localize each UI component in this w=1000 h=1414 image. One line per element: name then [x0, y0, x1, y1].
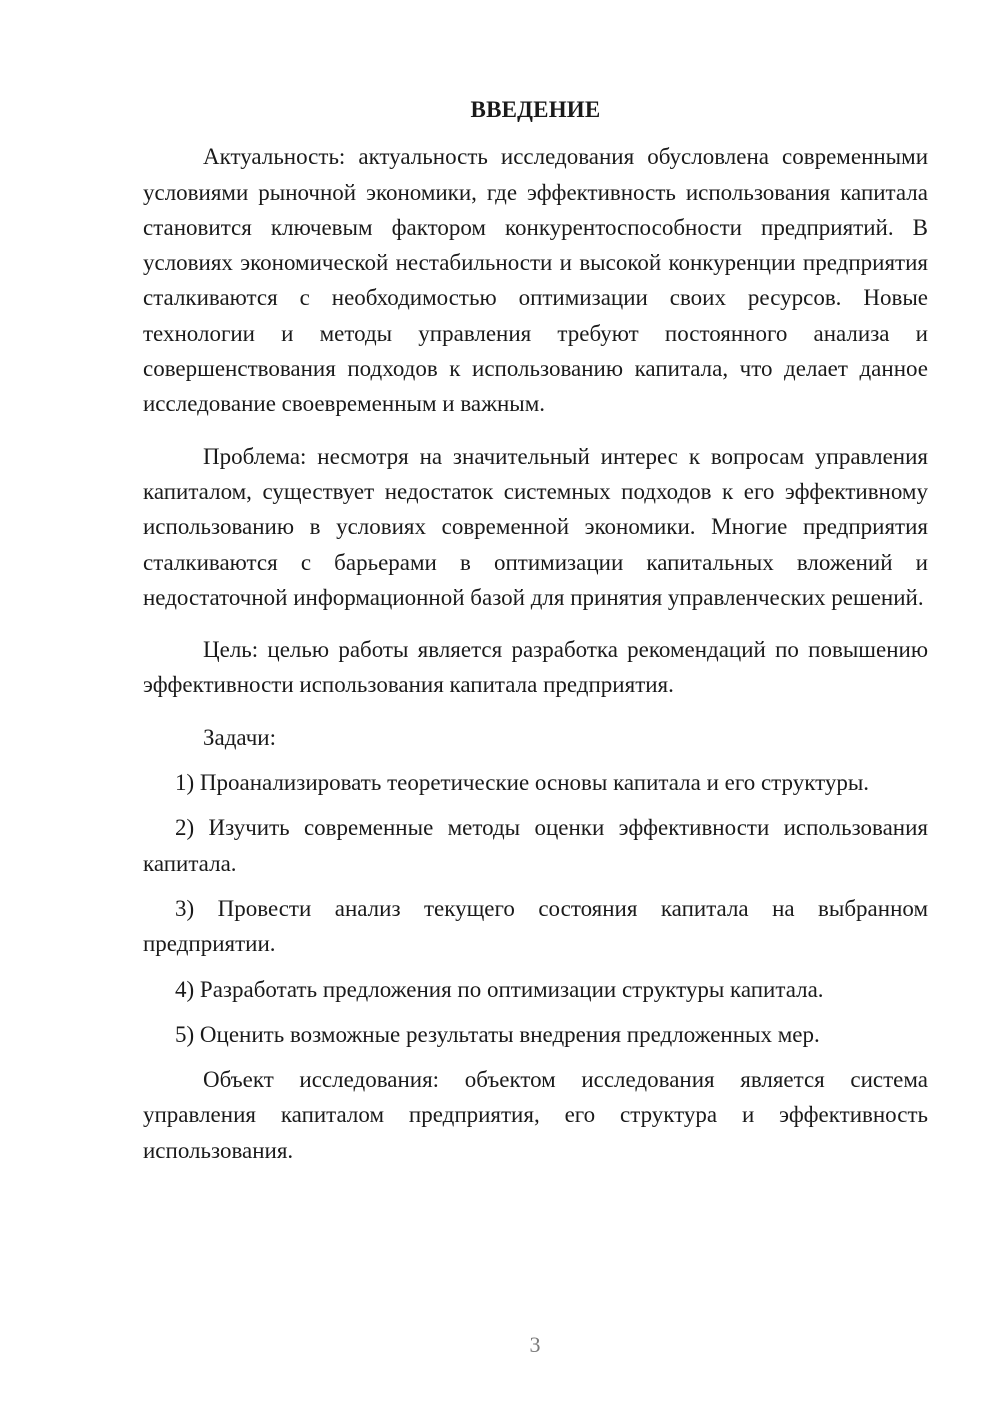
task-item-1: 1) Проанализировать теоретические основы капитала и его структуры. — [175, 770, 870, 796]
page-title: ВВЕДЕНИЕ — [470, 97, 601, 122]
document-page — [143, 92, 928, 1185]
task-item-4: 4) Разработать предложения по оптимизации структуры капитала. — [175, 976, 824, 1002]
tasks-label: Задачи: — [203, 724, 276, 750]
paragraph-goal: Цель: целью работы является разработка рекомендаций по повышению эффективности использования капитала предприятия. — [143, 637, 928, 698]
task-item-3: 3) Провести анализ текущего состояния капитала на выбранном предприятии. — [143, 895, 928, 957]
page-number: 3 — [529, 1332, 541, 1357]
task-item-5: 5) Оценить возможные результаты внедрения предложенных мер. — [175, 1021, 820, 1047]
paragraph-problem: Проблема: несмотря на значительный интерес к вопросам управления капиталом, существует недостаток системных подходов к его эффективному использованию в условиях современной экономики. Многие предприятия сталкиваются с барьерами в оптимизации капитальных вложений и недостаточной информационной базой для принятия управленческих решений. — [143, 443, 928, 610]
task-item-2: 2) Изучить современные методы оценки эффективности использования капитала. — [143, 815, 928, 876]
paragraph-relevance: Актуальность: актуальность исследования обусловлена современными условиями рыночной экономики, где эффективность использования капитала становится ключевым фактором конкурентоспособности предприятий. В условиях экономической нестабильности и высокой конкуренции предприятия сталкиваются с необходимостью оптимизации своих ресурсов. Новые технологии и методы управления требуют постоянного анализа и совершенствования подходов к использованию капитала, что делает данное исследование своевременным и важным. — [143, 144, 928, 417]
paragraph-object: Объект исследования: объектом исследования является система управления капиталом предприятия, его структура и эффективность использования. — [143, 1067, 928, 1163]
